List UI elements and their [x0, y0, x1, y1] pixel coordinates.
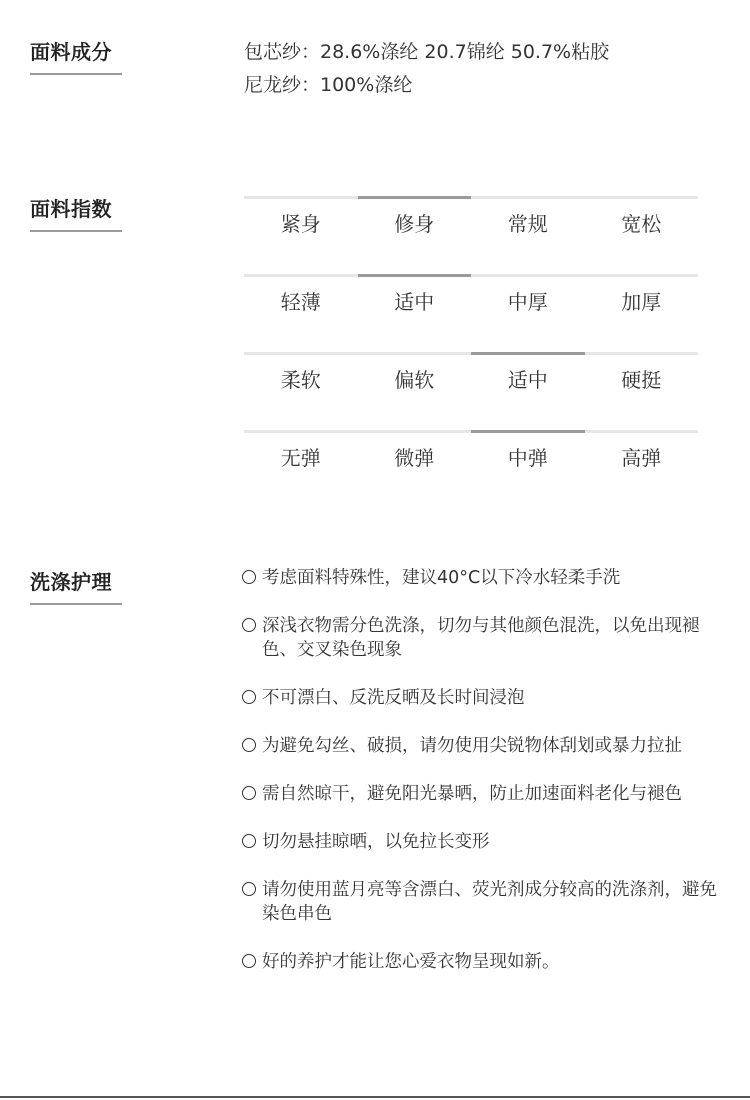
circle-bullet-icon [242, 570, 256, 584]
circle-bullet-icon [242, 738, 256, 752]
index-option [471, 274, 585, 334]
index-option [585, 352, 699, 412]
index-option [471, 352, 585, 412]
care-item-text: 为避免勾丝、破损，请勿使用尖锐物体刮划或暴力拉扯 [262, 736, 682, 756]
care-item-text: 深浅衣物需分色洗涤，切勿与其他颜色混洗，以免出现褪色、交叉染色现象 [262, 616, 700, 660]
index-option [358, 196, 472, 256]
fabric-index-row [244, 274, 698, 352]
care-item [242, 830, 732, 854]
circle-bullet-icon [242, 954, 256, 968]
index-option-label: 硬挺 [621, 368, 662, 392]
index-option-label: 高弹 [621, 446, 662, 470]
fabric-index-grid [244, 196, 698, 508]
care-item [242, 950, 732, 974]
index-option-label: 轻薄 [280, 290, 321, 314]
index-bar [244, 430, 358, 433]
index-bar [244, 196, 358, 199]
index-bar [585, 196, 699, 199]
index-option [244, 274, 358, 334]
index-option [471, 196, 585, 256]
circle-bullet-icon [242, 690, 256, 704]
composition-text [244, 36, 609, 102]
index-bar [471, 196, 585, 199]
index-option-label: 宽松 [621, 212, 662, 236]
composition-line: 尼龙纱：100%涤纶 [244, 74, 413, 96]
fabric-index-title: 面料指数 [30, 193, 122, 232]
care-item-text: 考虑面料特殊性，建议40°C以下冷水轻柔手洗 [262, 568, 621, 588]
care-item [242, 566, 732, 590]
index-selected-bar [358, 274, 472, 277]
care-item-text: 好的养护才能让您心爱衣物呈现如新。 [262, 952, 560, 972]
index-option [585, 196, 699, 256]
fabric-index-row [244, 352, 698, 430]
index-selected-bar [471, 352, 585, 355]
index-option [244, 352, 358, 412]
index-option [244, 430, 358, 490]
index-option [358, 274, 472, 334]
fabric-index-row [244, 196, 698, 274]
index-option-label: 常规 [507, 212, 548, 236]
index-option-label: 微弹 [394, 446, 435, 470]
care-item [242, 614, 732, 662]
care-item-text: 需自然晾干，避免阳光暴晒，防止加速面料老化与褪色 [262, 784, 682, 804]
circle-bullet-icon [242, 786, 256, 800]
circle-bullet-icon [242, 618, 256, 632]
index-bar [585, 352, 699, 355]
index-option-label: 无弹 [280, 446, 321, 470]
care-item [242, 878, 732, 926]
circle-bullet-icon [242, 834, 256, 848]
care-title: 洗涤护理 [30, 566, 122, 605]
index-bar [244, 274, 358, 277]
index-option-label: 中厚 [507, 290, 548, 314]
composition-title: 面料成分 [30, 36, 122, 75]
care-item [242, 782, 732, 806]
index-option-label: 紧身 [280, 212, 321, 236]
index-option [358, 430, 472, 490]
bottom-divider [0, 1096, 750, 1098]
care-item-text: 请勿使用蓝月亮等含漂白、荧光剂成分较高的洗涤剂，避免染色串色 [262, 880, 717, 924]
index-option [585, 430, 699, 490]
index-bar [585, 430, 699, 433]
composition-line: 包芯纱：28.6%涤纶 20.7锦纶 50.7%粘胶 [244, 41, 610, 63]
care-item [242, 686, 732, 710]
index-option-label: 修身 [394, 212, 435, 236]
care-item-text: 不可漂白、反洗反晒及长时间浸泡 [262, 688, 525, 708]
fabric-index-row [244, 430, 698, 508]
index-option [244, 196, 358, 256]
index-option-label: 中弹 [507, 446, 548, 470]
index-bar [358, 352, 472, 355]
index-bar [244, 352, 358, 355]
care-item [242, 734, 732, 758]
circle-bullet-icon [242, 882, 256, 896]
index-selected-bar [358, 196, 472, 199]
index-option-label: 柔软 [280, 368, 321, 392]
index-bar [471, 274, 585, 277]
care-list [242, 566, 732, 998]
index-option-label: 偏软 [394, 368, 435, 392]
index-option [358, 352, 472, 412]
care-item-text: 切勿悬挂晾晒，以免拉长变形 [262, 832, 490, 852]
index-option-label: 适中 [507, 368, 548, 392]
index-option-label: 加厚 [621, 290, 662, 314]
index-option [585, 274, 699, 334]
index-bar [358, 430, 472, 433]
index-selected-bar [471, 430, 585, 433]
index-option [471, 430, 585, 490]
index-option-label: 适中 [394, 290, 435, 314]
index-bar [585, 274, 699, 277]
